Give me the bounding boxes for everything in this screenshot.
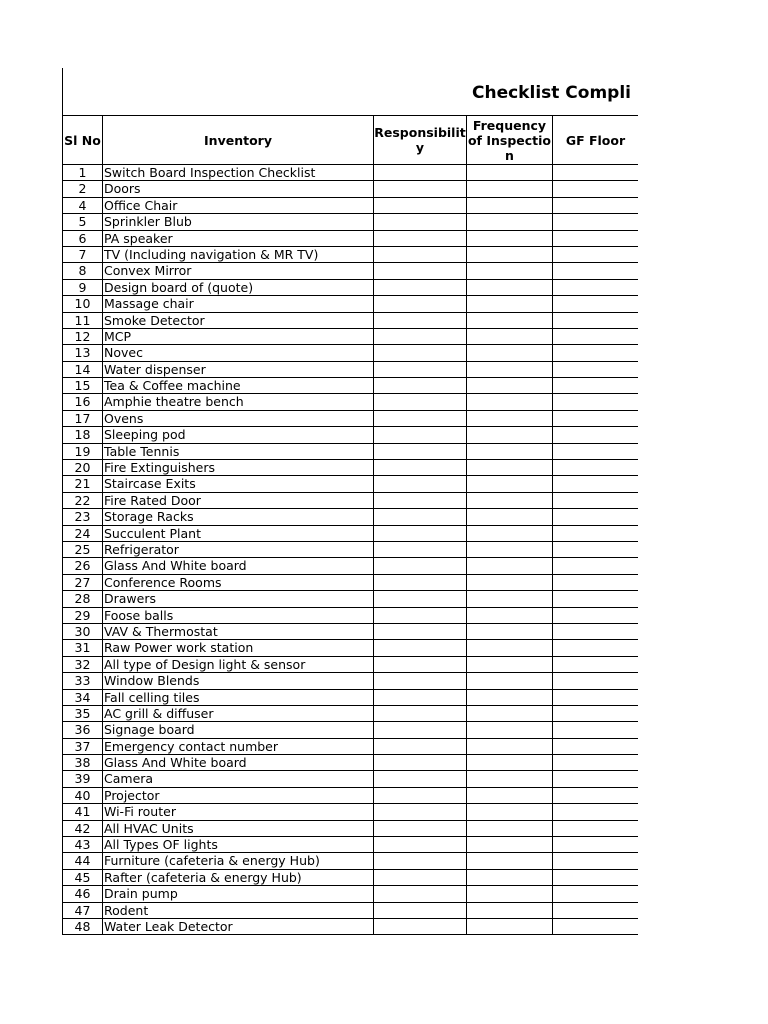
- responsibility-cell[interactable]: [374, 181, 467, 197]
- gf-floor-cell[interactable]: [553, 476, 639, 492]
- sl-no-cell: 35: [63, 705, 103, 721]
- table-row: [63, 558, 639, 574]
- inventory-cell: Fall celling tiles: [103, 689, 374, 705]
- frequency-cell[interactable]: [467, 361, 553, 377]
- table-row: [63, 574, 639, 590]
- sl-no-cell: 13: [63, 345, 103, 361]
- inventory-cell: Glass And White board: [103, 755, 374, 771]
- inventory-cell: Drain pump: [103, 886, 374, 902]
- sl-no-cell: 48: [63, 918, 103, 934]
- inventory-cell: Massage chair: [103, 296, 374, 312]
- responsibility-cell[interactable]: [374, 361, 467, 377]
- table-row: [63, 263, 639, 279]
- sl-no-cell: 6: [63, 230, 103, 246]
- gf-floor-cell[interactable]: [553, 296, 639, 312]
- inventory-cell: MCP: [103, 328, 374, 344]
- gf-floor-cell[interactable]: [553, 656, 639, 672]
- frequency-cell[interactable]: [467, 853, 553, 869]
- sl-no-cell: 47: [63, 902, 103, 918]
- table-row: [63, 804, 639, 820]
- table-row: [63, 837, 639, 853]
- frequency-cell[interactable]: [467, 312, 553, 328]
- frequency-cell[interactable]: [467, 492, 553, 508]
- sl-no-cell: 21: [63, 476, 103, 492]
- gf-floor-cell[interactable]: [553, 558, 639, 574]
- table-row: [63, 853, 639, 869]
- responsibility-cell[interactable]: [374, 476, 467, 492]
- table-row: [63, 771, 639, 787]
- table-row: [63, 640, 639, 656]
- frequency-cell[interactable]: [467, 394, 553, 410]
- inventory-cell: Convex Mirror: [103, 263, 374, 279]
- gf-floor-cell[interactable]: [553, 853, 639, 869]
- gf-floor-cell[interactable]: [553, 361, 639, 377]
- sl-no-cell: 34: [63, 689, 103, 705]
- frequency-cell[interactable]: [467, 230, 553, 246]
- frequency-cell[interactable]: [467, 476, 553, 492]
- frequency-cell[interactable]: [467, 410, 553, 426]
- responsibility-cell[interactable]: [374, 705, 467, 721]
- sl-no-cell: 19: [63, 443, 103, 459]
- frequency-cell[interactable]: [467, 705, 553, 721]
- sl-no-cell: 44: [63, 853, 103, 869]
- frequency-cell[interactable]: [467, 689, 553, 705]
- table-row: [63, 246, 639, 262]
- inventory-cell: Water dispenser: [103, 361, 374, 377]
- sl-no-cell: 11: [63, 312, 103, 328]
- inventory-cell: Fire Extinguishers: [103, 460, 374, 476]
- responsibility-cell[interactable]: [374, 869, 467, 885]
- inventory-cell: Succulent Plant: [103, 525, 374, 541]
- sl-no-cell: 41: [63, 804, 103, 820]
- inventory-cell: Tea & Coffee machine: [103, 378, 374, 394]
- table-row: [63, 607, 639, 623]
- inventory-cell: Smoke Detector: [103, 312, 374, 328]
- responsibility-cell[interactable]: [374, 623, 467, 639]
- frequency-cell[interactable]: [467, 673, 553, 689]
- inventory-cell: Glass And White board: [103, 558, 374, 574]
- responsibility-cell[interactable]: [374, 640, 467, 656]
- inventory-cell: Amphie theatre bench: [103, 394, 374, 410]
- gf-floor-cell[interactable]: [553, 722, 639, 738]
- gf-floor-cell[interactable]: [553, 394, 639, 410]
- responsibility-cell[interactable]: [374, 574, 467, 590]
- inventory-cell: Rafter (cafeteria & energy Hub): [103, 869, 374, 885]
- sl-no-cell: 43: [63, 837, 103, 853]
- table-row: [63, 705, 639, 721]
- gf-floor-cell[interactable]: [553, 837, 639, 853]
- responsibility-cell[interactable]: [374, 820, 467, 836]
- header-gf-floor: GF Floor: [553, 116, 639, 165]
- table-row: [63, 918, 639, 934]
- responsibility-cell[interactable]: [374, 345, 467, 361]
- inventory-cell: Storage Racks: [103, 509, 374, 525]
- sl-no-cell: 38: [63, 755, 103, 771]
- gf-floor-cell[interactable]: [553, 214, 639, 230]
- header-responsibility: Responsibility: [374, 116, 467, 165]
- sl-no-cell: 33: [63, 673, 103, 689]
- gf-floor-cell[interactable]: [553, 410, 639, 426]
- header-row: [63, 116, 639, 165]
- responsibility-cell[interactable]: [374, 738, 467, 754]
- inventory-cell: Camera: [103, 771, 374, 787]
- table-row: [63, 378, 639, 394]
- gf-floor-cell[interactable]: [553, 181, 639, 197]
- sl-no-cell: 45: [63, 869, 103, 885]
- table-row: [63, 673, 639, 689]
- responsibility-cell[interactable]: [374, 427, 467, 443]
- gf-floor-cell[interactable]: [553, 492, 639, 508]
- sl-no-cell: 1: [63, 165, 103, 181]
- responsibility-cell[interactable]: [374, 263, 467, 279]
- table-row: [63, 689, 639, 705]
- responsibility-cell[interactable]: [374, 509, 467, 525]
- sl-no-cell: 10: [63, 296, 103, 312]
- sl-no-cell: 16: [63, 394, 103, 410]
- sl-no-cell: 30: [63, 623, 103, 639]
- sl-no-cell: 46: [63, 886, 103, 902]
- gf-floor-cell[interactable]: [553, 427, 639, 443]
- frequency-cell[interactable]: [467, 345, 553, 361]
- gf-floor-cell[interactable]: [553, 263, 639, 279]
- frequency-cell[interactable]: [467, 558, 553, 574]
- responsibility-cell[interactable]: [374, 886, 467, 902]
- frequency-cell[interactable]: [467, 787, 553, 803]
- frequency-cell[interactable]: [467, 525, 553, 541]
- frequency-cell[interactable]: [467, 755, 553, 771]
- table-row: [63, 509, 639, 525]
- gf-floor-cell[interactable]: [553, 673, 639, 689]
- responsibility-cell[interactable]: [374, 378, 467, 394]
- responsibility-cell[interactable]: [374, 656, 467, 672]
- header-sl-no: Sl No: [63, 116, 103, 165]
- frequency-cell[interactable]: [467, 509, 553, 525]
- frequency-cell[interactable]: [467, 656, 553, 672]
- gf-floor-cell[interactable]: [553, 246, 639, 262]
- inventory-cell: Sprinkler Blub: [103, 214, 374, 230]
- gf-floor-cell[interactable]: [553, 541, 639, 557]
- gf-floor-cell[interactable]: [553, 820, 639, 836]
- frequency-cell[interactable]: [467, 378, 553, 394]
- table-row: [63, 902, 639, 918]
- responsibility-cell[interactable]: [374, 541, 467, 557]
- responsibility-cell[interactable]: [374, 771, 467, 787]
- page-title: Checklist Compli: [472, 83, 632, 103]
- inventory-cell: Conference Rooms: [103, 574, 374, 590]
- frequency-cell[interactable]: [467, 591, 553, 607]
- table-row: [63, 181, 639, 197]
- inventory-cell: Novec: [103, 345, 374, 361]
- inventory-cell: Fire Rated Door: [103, 492, 374, 508]
- frequency-cell[interactable]: [467, 804, 553, 820]
- gf-floor-cell[interactable]: [553, 902, 639, 918]
- inventory-cell: Raw Power work station: [103, 640, 374, 656]
- gf-floor-cell[interactable]: [553, 345, 639, 361]
- inventory-table: [62, 115, 638, 935]
- table-row: [63, 623, 639, 639]
- table-row: [63, 460, 639, 476]
- inventory-cell: All type of Design light & sensor: [103, 656, 374, 672]
- inventory-cell: Table Tennis: [103, 443, 374, 459]
- header-inventory: Inventory: [103, 116, 374, 165]
- inventory-cell: Signage board: [103, 722, 374, 738]
- responsibility-cell[interactable]: [374, 591, 467, 607]
- sl-no-cell: 39: [63, 771, 103, 787]
- gf-floor-cell[interactable]: [553, 460, 639, 476]
- table-row: [63, 197, 639, 213]
- gf-floor-cell[interactable]: [553, 378, 639, 394]
- table-row: [63, 476, 639, 492]
- table-row: [63, 591, 639, 607]
- frequency-cell[interactable]: [467, 263, 553, 279]
- sl-no-cell: 31: [63, 640, 103, 656]
- inventory-cell: Emergency contact number: [103, 738, 374, 754]
- inventory-cell: Window Blends: [103, 673, 374, 689]
- responsibility-cell[interactable]: [374, 246, 467, 262]
- table-row: [63, 328, 639, 344]
- frequency-cell[interactable]: [467, 197, 553, 213]
- sl-no-cell: 9: [63, 279, 103, 295]
- responsibility-cell[interactable]: [374, 607, 467, 623]
- frequency-cell[interactable]: [467, 623, 553, 639]
- sl-no-cell: 8: [63, 263, 103, 279]
- responsibility-cell[interactable]: [374, 558, 467, 574]
- sl-no-cell: 15: [63, 378, 103, 394]
- gf-floor-cell[interactable]: [553, 230, 639, 246]
- table-row: [63, 410, 639, 426]
- frequency-cell[interactable]: [467, 541, 553, 557]
- table-row: [63, 755, 639, 771]
- inventory-cell: PA speaker: [103, 230, 374, 246]
- responsibility-cell[interactable]: [374, 394, 467, 410]
- responsibility-cell[interactable]: [374, 689, 467, 705]
- responsibility-cell[interactable]: [374, 918, 467, 934]
- responsibility-cell[interactable]: [374, 804, 467, 820]
- sl-no-cell: 37: [63, 738, 103, 754]
- gf-floor-cell[interactable]: [553, 771, 639, 787]
- responsibility-cell[interactable]: [374, 853, 467, 869]
- table-row: [63, 312, 639, 328]
- responsibility-cell[interactable]: [374, 443, 467, 459]
- frequency-cell[interactable]: [467, 328, 553, 344]
- responsibility-cell[interactable]: [374, 312, 467, 328]
- gf-floor-cell[interactable]: [553, 640, 639, 656]
- table-row: [63, 165, 639, 181]
- table-row: [63, 279, 639, 295]
- responsibility-cell[interactable]: [374, 755, 467, 771]
- sl-no-cell: 7: [63, 246, 103, 262]
- gf-floor-cell[interactable]: [553, 509, 639, 525]
- sl-no-cell: 18: [63, 427, 103, 443]
- inventory-cell: Sleeping pod: [103, 427, 374, 443]
- gf-floor-cell[interactable]: [553, 886, 639, 902]
- sl-no-cell: 5: [63, 214, 103, 230]
- frequency-cell[interactable]: [467, 918, 553, 934]
- sl-no-cell: 40: [63, 787, 103, 803]
- table-row: [63, 722, 639, 738]
- sl-no-cell: 29: [63, 607, 103, 623]
- frequency-cell[interactable]: [467, 443, 553, 459]
- frequency-cell[interactable]: [467, 738, 553, 754]
- gf-floor-cell[interactable]: [553, 738, 639, 754]
- responsibility-cell[interactable]: [374, 410, 467, 426]
- sl-no-cell: 22: [63, 492, 103, 508]
- frequency-cell[interactable]: [467, 181, 553, 197]
- frequency-cell[interactable]: [467, 607, 553, 623]
- table-row: [63, 361, 639, 377]
- table-row: [63, 427, 639, 443]
- gf-floor-cell[interactable]: [553, 787, 639, 803]
- sl-no-cell: 36: [63, 722, 103, 738]
- frequency-cell[interactable]: [467, 165, 553, 181]
- inventory-cell: Water Leak Detector: [103, 918, 374, 934]
- responsibility-cell[interactable]: [374, 279, 467, 295]
- frequency-cell[interactable]: [467, 460, 553, 476]
- gf-floor-cell[interactable]: [553, 705, 639, 721]
- frequency-cell[interactable]: [467, 886, 553, 902]
- responsibility-cell[interactable]: [374, 787, 467, 803]
- inventory-cell: Office Chair: [103, 197, 374, 213]
- inventory-cell: AC grill & diffuser: [103, 705, 374, 721]
- responsibility-cell[interactable]: [374, 837, 467, 853]
- inventory-cell: Projector: [103, 787, 374, 803]
- inventory-cell: All HVAC Units: [103, 820, 374, 836]
- gf-floor-cell[interactable]: [553, 623, 639, 639]
- sl-no-cell: 4: [63, 197, 103, 213]
- inventory-cell: Staircase Exits: [103, 476, 374, 492]
- sl-no-cell: 27: [63, 574, 103, 590]
- gf-floor-cell[interactable]: [553, 918, 639, 934]
- table-row: [63, 230, 639, 246]
- sl-no-cell: 42: [63, 820, 103, 836]
- gf-floor-cell[interactable]: [553, 197, 639, 213]
- sl-no-cell: 32: [63, 656, 103, 672]
- gf-floor-cell[interactable]: [553, 689, 639, 705]
- table-row: [63, 787, 639, 803]
- gf-floor-cell[interactable]: [553, 312, 639, 328]
- table-row: [63, 394, 639, 410]
- inventory-cell: All Types OF lights: [103, 837, 374, 853]
- gf-floor-cell[interactable]: [553, 869, 639, 885]
- inventory-cell: VAV & Thermostat: [103, 623, 374, 639]
- gf-floor-cell[interactable]: [553, 755, 639, 771]
- responsibility-cell[interactable]: [374, 296, 467, 312]
- responsibility-cell[interactable]: [374, 230, 467, 246]
- inventory-cell: Refrigerator: [103, 541, 374, 557]
- responsibility-cell[interactable]: [374, 197, 467, 213]
- table-row: [63, 869, 639, 885]
- frequency-cell[interactable]: [467, 214, 553, 230]
- table-body: [63, 165, 639, 935]
- responsibility-cell[interactable]: [374, 902, 467, 918]
- inventory-cell: Foose balls: [103, 607, 374, 623]
- frequency-cell[interactable]: [467, 869, 553, 885]
- table-row: [63, 492, 639, 508]
- checklist-sheet: [62, 68, 638, 940]
- inventory-cell: Drawers: [103, 591, 374, 607]
- sl-no-cell: 14: [63, 361, 103, 377]
- sl-no-cell: 12: [63, 328, 103, 344]
- sl-no-cell: 20: [63, 460, 103, 476]
- gf-floor-cell[interactable]: [553, 804, 639, 820]
- responsibility-cell[interactable]: [374, 460, 467, 476]
- table-row: [63, 656, 639, 672]
- responsibility-cell[interactable]: [374, 214, 467, 230]
- sl-no-cell: 28: [63, 591, 103, 607]
- inventory-cell: Rodent: [103, 902, 374, 918]
- table-row: [63, 345, 639, 361]
- frequency-cell[interactable]: [467, 837, 553, 853]
- frequency-cell[interactable]: [467, 640, 553, 656]
- frequency-cell[interactable]: [467, 296, 553, 312]
- table-row: [63, 443, 639, 459]
- frequency-cell[interactable]: [467, 246, 553, 262]
- inventory-cell: Doors: [103, 181, 374, 197]
- gf-floor-cell[interactable]: [553, 607, 639, 623]
- sl-no-cell: 26: [63, 558, 103, 574]
- gf-floor-cell[interactable]: [553, 591, 639, 607]
- frequency-cell[interactable]: [467, 574, 553, 590]
- header-frequency-of-inspection: Frequency of Inspection: [467, 117, 552, 163]
- responsibility-cell[interactable]: [374, 525, 467, 541]
- gf-floor-cell[interactable]: [553, 525, 639, 541]
- frequency-cell[interactable]: [467, 820, 553, 836]
- inventory-cell: Switch Board Inspection Checklist: [103, 165, 374, 181]
- frequency-cell[interactable]: [467, 279, 553, 295]
- gf-floor-cell[interactable]: [553, 279, 639, 295]
- sl-no-cell: 17: [63, 410, 103, 426]
- inventory-cell: Design board of (quote): [103, 279, 374, 295]
- gf-floor-cell[interactable]: [553, 165, 639, 181]
- gf-floor-cell[interactable]: [553, 328, 639, 344]
- frequency-cell[interactable]: [467, 427, 553, 443]
- inventory-cell: TV (Including navigation & MR TV): [103, 246, 374, 262]
- responsibility-cell[interactable]: [374, 722, 467, 738]
- gf-floor-cell[interactable]: [553, 574, 639, 590]
- sl-no-cell: 24: [63, 525, 103, 541]
- table-row: [63, 296, 639, 312]
- sl-no-cell: 2: [63, 181, 103, 197]
- inventory-cell: Ovens: [103, 410, 374, 426]
- table-row: [63, 738, 639, 754]
- sl-no-cell: 25: [63, 541, 103, 557]
- gf-floor-cell[interactable]: [553, 443, 639, 459]
- responsibility-cell[interactable]: [374, 328, 467, 344]
- frequency-cell[interactable]: [467, 771, 553, 787]
- frequency-cell[interactable]: [467, 722, 553, 738]
- responsibility-cell[interactable]: [374, 492, 467, 508]
- responsibility-cell[interactable]: [374, 165, 467, 181]
- frequency-cell[interactable]: [467, 902, 553, 918]
- responsibility-cell[interactable]: [374, 673, 467, 689]
- table-row: [63, 820, 639, 836]
- inventory-cell: Furniture (cafeteria & energy Hub): [103, 853, 374, 869]
- inventory-cell: Wi-Fi router: [103, 804, 374, 820]
- table-row: [63, 541, 639, 557]
- table-row: [63, 525, 639, 541]
- sheet-left-border: [62, 68, 63, 115]
- table-row: [63, 214, 639, 230]
- sl-no-cell: 23: [63, 509, 103, 525]
- table-row: [63, 886, 639, 902]
